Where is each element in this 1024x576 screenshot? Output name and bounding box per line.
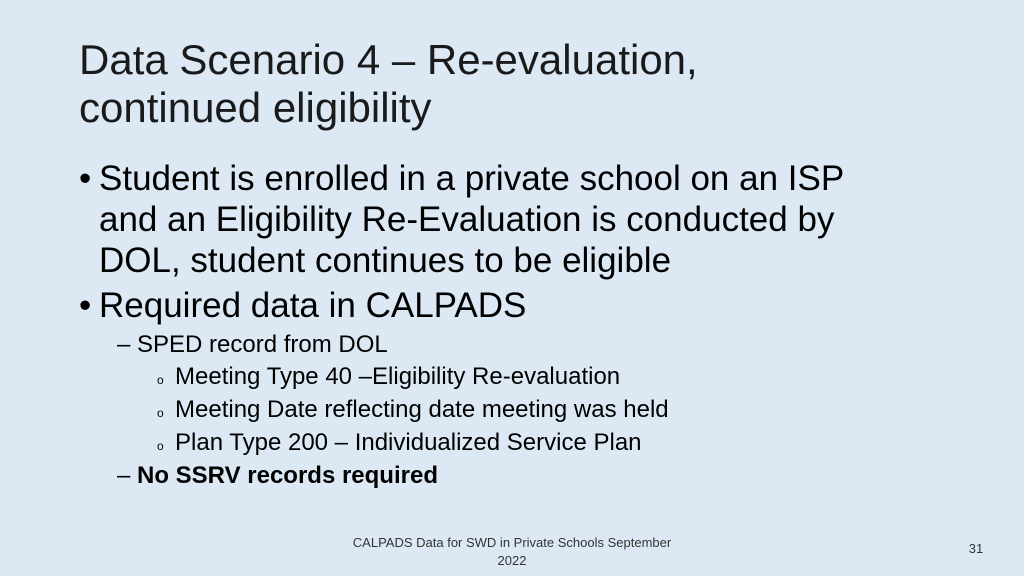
sub-item-text: Plan Type 200 – Individualized Service Plan bbox=[175, 429, 642, 456]
bullet-line: and an Eligibility Re-Evaluation is conducted by bbox=[99, 200, 835, 239]
circle-bullet-icon: o bbox=[157, 406, 164, 420]
sub-bullet-no-ssrv bbox=[117, 461, 979, 491]
page-number: 31 bbox=[968, 541, 984, 556]
slide-title bbox=[79, 36, 979, 132]
dash-icon: – bbox=[117, 331, 131, 358]
slide-footer bbox=[340, 534, 684, 570]
slide-body bbox=[79, 158, 979, 491]
footer-line: 2022 bbox=[497, 553, 527, 568]
bullet-student-enrolled bbox=[79, 158, 979, 281]
title-line-2: continued eligibility bbox=[79, 84, 432, 131]
footer-line: CALPADS Data for SWD in Private Schools September bbox=[352, 535, 672, 550]
sub-item-meeting-type bbox=[157, 360, 979, 393]
sub-bullet-sped-record bbox=[117, 330, 979, 360]
sub-item-meeting-date bbox=[157, 393, 979, 426]
title-line-1: Data Scenario 4 – Re-evaluation, bbox=[79, 36, 698, 83]
bullet-dot-icon: • bbox=[79, 159, 92, 198]
sub-bullet-text: SPED record from DOL bbox=[137, 331, 388, 358]
circle-bullet-icon: o bbox=[157, 373, 164, 387]
dash-icon: – bbox=[117, 462, 131, 489]
circle-bullet-icon: o bbox=[157, 439, 164, 453]
bullet-dot-icon: • bbox=[79, 286, 92, 325]
sub-item-plan-type bbox=[157, 426, 979, 459]
bullet-text: Required data in CALPADS bbox=[99, 286, 527, 325]
bullet-line: Student is enrolled in a private school on an ISP bbox=[99, 159, 845, 198]
bullet-line: DOL, student continues to be eligible bbox=[99, 241, 672, 280]
sub-item-text: Meeting Date reflecting date meeting was held bbox=[175, 396, 669, 423]
sub-bullet-text: No SSRV records required bbox=[137, 462, 438, 489]
bullet-required-data bbox=[79, 285, 979, 326]
sub-item-text: Meeting Type 40 –Eligibility Re-evaluation bbox=[175, 363, 621, 390]
